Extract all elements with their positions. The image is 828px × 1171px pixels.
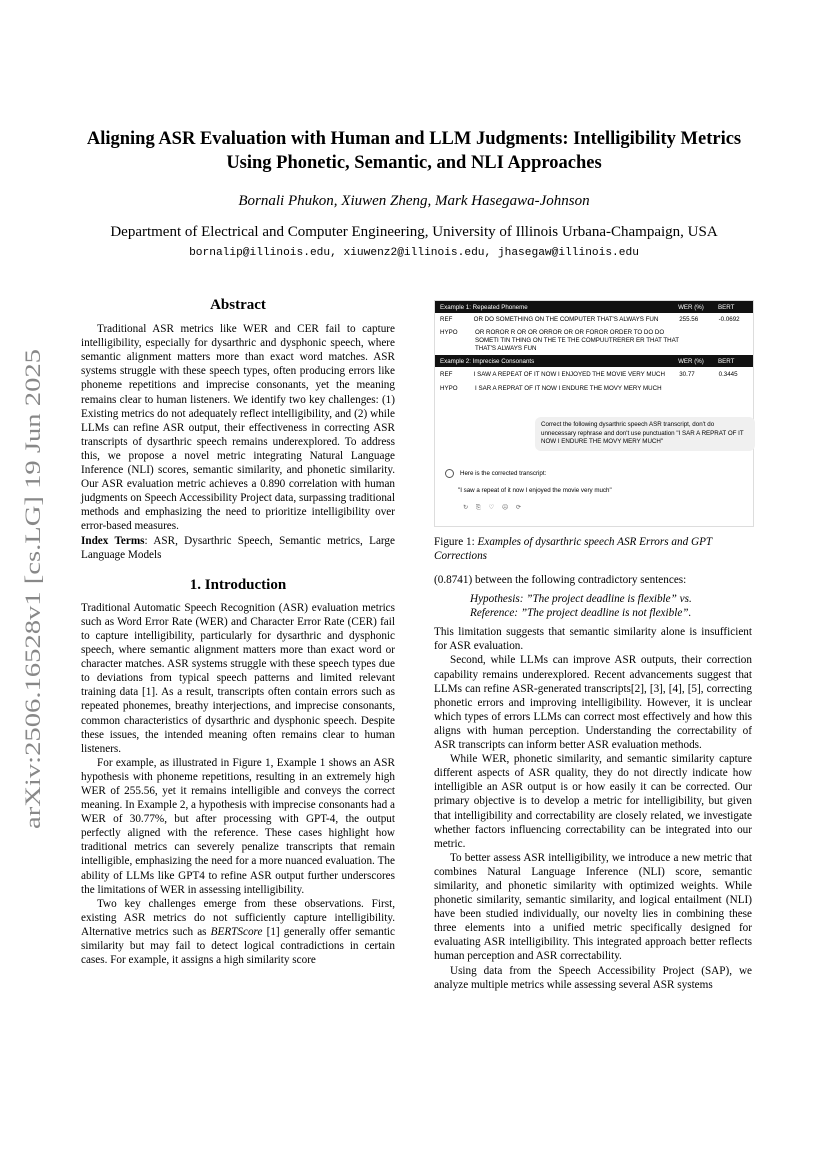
right-p0: (0.8741) between the following contradictory sentences: <box>434 574 687 586</box>
right-p2: Second, while LLMs can improve ASR outputs, their correction capability remains underexplored. Recent advancements suggest that LLMs can refine ASR-generated transcripts[2], [3], [4], [5], correcting phonetic errors and improving intelligibility. However, it is unclear which types of errors LLMs can correct most effectively and how this aligns with human perception. Understanding the correctability of ASR transcripts can inform better ASR evaluation methods. <box>434 654 752 752</box>
ex2-hypo: I SAR A REPRAT OF IT NOW I ENDURE THE MOVY MERY MUCH <box>475 385 662 392</box>
emails[interactable]: bornalip@illinois.edu, xiuwenz2@illinois.edu, jhasegaw@illinois.edu <box>189 247 639 259</box>
bert-header: BERT <box>718 303 735 311</box>
reply-text: "I saw a repeat of it now I enjoyed the movie very much" <box>458 487 612 494</box>
hypothesis-line: Hypothesis: ”The project deadline is flexible” vs. <box>470 593 692 606</box>
ex1-hypo-label: HYPO <box>440 329 458 336</box>
caption-text: Examples of dysarthric speech ASR Errors and GPT Corrections <box>434 536 712 563</box>
gpt-reply <box>445 469 745 494</box>
right-column <box>434 573 752 992</box>
right-p3: While WER, phonetic similarity, and semantic similarity capture different aspects of ASR quality, they do not directly indicate how intelligible an ASR output is or how easily it can be corrected. Our primary objective is to develop a metric for intelligibility, but given that intelligibility and correctability are closely related, we investigate whether factors influencing correctability can be integrated into our metric. <box>434 753 752 850</box>
index-terms <box>81 534 395 562</box>
ex2-ref-label: REF <box>440 371 453 378</box>
right-p4: To better assess ASR intelligibility, we introduce a new metric that combines Natural Language Inference (NLI) score, semantic similarity, and phonetic similarity with optimized weights. While phonetic similarity, semantic similarity, and logical entailment (NLI) have been studied individually, our novelty lies in combining these three elements into a unified metric specifically designed for evaluating ASR intelligibility. This integrated approach better reflects human perception and ASR correctability. <box>434 851 752 963</box>
figure-caption <box>434 535 752 563</box>
ex2-hypo-row <box>435 381 753 395</box>
intro-paragraph-1: Traditional Automatic Speech Recognition (ASR) evaluation metrics such as Word Error Rate (WER) and Character Error Rate (CER) fail to capture intelligibility, particularly for dysarthric and dysphonic speech, where semantic alignment matters more than exact word or character matches. ASR systems struggle with these speech types due to deviations from typical speech patterns and limited relevant training data [1]. As a result, transcripts often contain errors such as repeated phonemes, breathy interjections, and imprecise consonants, common characteristics of dysarthric and dysphonic speech. Despite these issues, the intended meaning often remains clear to human listeners. <box>81 601 395 755</box>
index-terms-text: : ASR, Dysarthric Speech, Semantic metrics, Large Language Models <box>81 534 395 561</box>
figure-1 <box>434 300 754 527</box>
intro-heading: 1. Introduction <box>189 576 287 593</box>
right-p5: Using data from the Speech Accessibility Project (SAP), we analyze multiple metrics while assessing several ASR systems <box>434 964 752 991</box>
caption-label: Figure 1: <box>434 536 478 548</box>
ex1-wer: 255.56 <box>679 316 699 323</box>
intro-p3-b: [1] generally offer semantic similarity but may fail to detect logical contradictions in certain cases. For example, it assigns a high similarity score <box>81 925 395 967</box>
intro-paragraph-2: For example, as illustrated in Figure 1, Example 1 shows an ASR hypothesis with phoneme repetitions, resulting in an extremely high WER of 255.56, yet it remains intelligible and conveys the correct meaning. In Example 2, a hypothesis with imprecise consonants had a WER of 30.77%, but after processing with GPT-4, the output perfectly aligned with the reference. These cases highlight how traditional metrics can severely penalize transcripts that remain intelligible, emphasizing the need for a more nuanced evaluation. The ability of LLMs like GPT4 to refine ASR output further underscores the limitations of WER in assessing intelligibility. <box>81 756 395 896</box>
gpt-logo-icon <box>445 469 454 478</box>
abstract-text: Traditional ASR metrics like WER and CER fail to capture intelligibility, especially for dysarthric and dysphonic speech, where semantic alignment matters more than exact word matches. ASR systems struggle with these speech types, often producing errors like phoneme repetitions and imprecise consonants, yet the meaning remains clear to human listeners. We identify two key challenges: (1) Existing metrics do not adequately reflect intelligibility, and (2) while LLMs can refine ASR output, their effectiveness in correcting ASR transcripts of dysarthric speech remains underexplored. To address this, we propose a novel metric integrating Natural Language Inference (NLI) scores, semantic similarity, and phonetic similarity. Our ASR evaluation metric achieves a 0.890 correlation with human judgments on Speech Accessibility Project data, surpassing traditional methods and emphasizing the need to prioritize intelligibility over error-based measures. <box>81 323 395 533</box>
ex2-wer: 30.77 <box>679 371 695 378</box>
affiliation: Department of Electrical and Computer Engineering, University of Illinois Urbana-Champaign, USA <box>110 224 718 240</box>
left-column <box>81 298 395 967</box>
wer-header: WER (%) <box>678 303 704 311</box>
authors: Bornali Phukon, Xiuwen Zheng, Mark Hasegawa-Johnson <box>238 193 590 209</box>
arxiv-stamp-svg <box>8 345 50 830</box>
ex2-header: Example 2: Imprecise Consonants <box>440 357 535 365</box>
reply-intro: Here is the corrected transcript: <box>460 470 547 478</box>
reply-action-icons: ↻ ⎘ ♡ ☹ ⟳ <box>463 504 525 511</box>
abstract-heading: Abstract <box>210 297 266 313</box>
reference-line: Reference: ”The project deadline is not flexible”. <box>470 607 692 620</box>
intro-paragraph-3 <box>81 897 395 967</box>
ex1-ref-row <box>435 313 753 326</box>
ex1-ref: OR DO SOMETHING ON THE COMPUTER THAT'S ALWAYS FUN <box>473 316 659 323</box>
ex1-ref-label: REF <box>440 316 453 323</box>
arxiv-id: arXiv:2506.16528v1 [cs.LG] 19 Jun 2025 <box>20 459 45 829</box>
paper-title: Aligning ASR Evaluation with Human and LLM Judgments: Intelligibility Metrics Using Phonetic, Semantic, and NLI Approaches <box>86 129 742 173</box>
ex2-ref: I SAW A REPEAT OF IT NOW I ENJOYED THE MOVIE VERY MUCH <box>473 371 665 378</box>
bert-header-2: BERT <box>718 357 735 365</box>
ex1-header-row <box>435 301 753 313</box>
ex2-bert: 0.3445 <box>718 371 738 378</box>
ex2-header-row <box>435 355 753 367</box>
ex1-hypo: OR ROROR R OR OR ORROR OR OR FOROR ORDER TO DO DO SOMETI TIN THING ON THE TE THE COMPUUTRERER ER THAT THAT THAT'S ALWAYS FUN <box>475 329 679 352</box>
ex2-hypo-label: HYPO <box>440 385 458 392</box>
prompt-bubble: Correct the following dysarthric speech ASR transcript, don't do unnecessary rephrase and don't use punctuation "I SAR A REPRAT OF IT NOW I ENDURE THE MOVY MERY MUCH" <box>535 417 755 451</box>
intro-p3-a: Two key challenges emerge from these observations. First, existing ASR metrics do not sufficiently capture intelligibility. Alternative metrics such as <box>81 897 395 938</box>
wer-header-2: WER (%) <box>678 357 704 365</box>
intro-p3-em: BERTScore <box>210 925 263 938</box>
ex2-ref-row <box>435 367 753 381</box>
right-p1: This limitation suggests that semantic similarity alone is insufficient for ASR evaluation. <box>434 626 752 653</box>
ex1-hypo-row <box>435 326 753 355</box>
ex1-header: Example 1: Repeated Phoneme <box>440 303 528 311</box>
arxiv-stamp <box>8 345 50 830</box>
index-terms-label: Index Terms <box>81 534 145 547</box>
ex1-bert: -0.0692 <box>718 316 740 323</box>
